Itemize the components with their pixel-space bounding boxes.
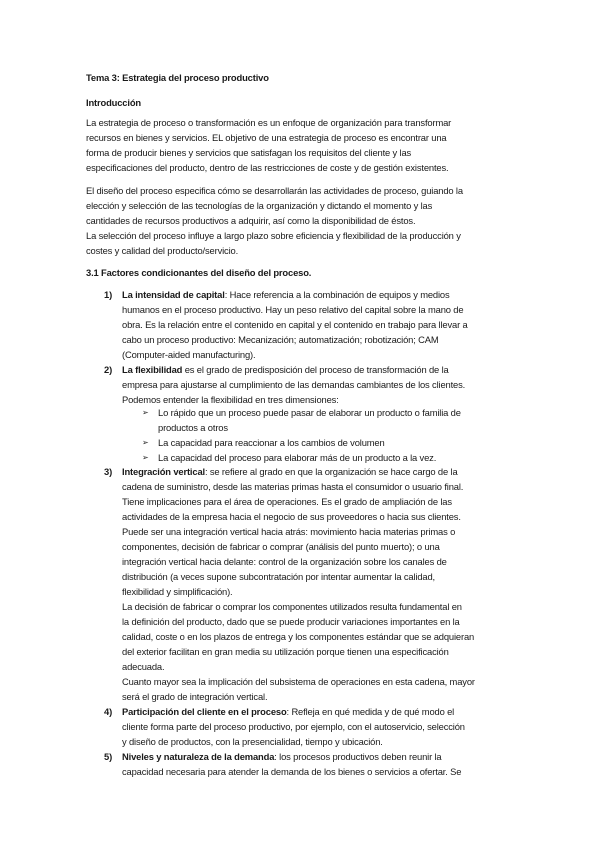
text-line: será el grado de integración vertical. bbox=[122, 691, 268, 702]
intro-heading: Introducción bbox=[86, 97, 141, 108]
section-heading: 3.1 Factores condicionantes del diseño del proceso. bbox=[86, 267, 312, 278]
text-line: empresa para ajustarse al cumplimiento de las demandas cambiantes de los clientes. bbox=[122, 379, 466, 390]
text-line bbox=[122, 289, 450, 301]
text-line: flexibilidad y simplificación). bbox=[122, 586, 233, 597]
text-line: distribución (a veces supone subcontratación por intentar aumentar la calidad, bbox=[122, 571, 435, 582]
list-number: 5) bbox=[104, 751, 113, 762]
item-text: : Hace referencia a la combinación de equipos y medios bbox=[224, 289, 450, 300]
item-term: Integración vertical bbox=[122, 466, 205, 477]
text-line: calidad, coste o en los plazos de entrega y los componentes estándar que se adquieran bbox=[122, 631, 475, 642]
text-line: costes y calidad del producto/servicio. bbox=[86, 245, 239, 256]
list-number: 1) bbox=[104, 289, 113, 300]
bullet-text: La capacidad del proceso para elaborar más de un producto a la vez. bbox=[158, 452, 437, 463]
text-line: componentes, decisión de fabricar o comprar (análisis del punto muerto); o una bbox=[122, 541, 440, 552]
text-line bbox=[122, 364, 449, 376]
text-line: forma de producir bienes y servicios que satisfagan los requisitos del cliente y las bbox=[86, 147, 412, 158]
list-number: 4) bbox=[104, 706, 113, 717]
item-term: Niveles y naturaleza de la demanda bbox=[122, 751, 275, 762]
text-line: humanos en el proceso productivo. Hay un peso relativo del capital sobre la mano de bbox=[122, 304, 464, 315]
item-text: : Refleja en qué medida y de qué modo el bbox=[286, 706, 455, 717]
list-number: 3) bbox=[104, 466, 113, 477]
text-line: del exterior facilitan en gran media su utilización porque tienen una especificación bbox=[122, 646, 449, 657]
text-line: cantidades de recursos productivos a adquirir, así como la disponibilidad de éstos. bbox=[86, 215, 416, 226]
bullet-text: La capacidad para reaccionar a los cambios de volumen bbox=[158, 437, 385, 448]
item-text: : se refiere al grado en que la organización se hace cargo de la bbox=[204, 466, 458, 477]
text-line: y diseño de productos, con la presencialidad, tiempo y ubicación. bbox=[122, 736, 383, 747]
bullet-text: Lo rápido que un proceso puede pasar de elaborar un producto o familia de bbox=[158, 407, 461, 418]
text-line: la definición del producto, dado que se puede producir variaciones importantes en la bbox=[122, 616, 460, 627]
text-line: adecuada. bbox=[122, 661, 165, 672]
text-line: Podemos entender la flexibilidad en tres dimensiones: bbox=[122, 394, 339, 405]
text-line: obra. Es la relación entre el contenido en capital y el contenido en trabajo para llevar a bbox=[122, 319, 468, 330]
text-line: capacidad necesaria para atender la demanda de los bienes o servicios a ofertar. Se bbox=[122, 766, 462, 777]
document-title: Tema 3: Estrategia del proceso productivo bbox=[86, 72, 269, 83]
item-term: Participación del cliente en el proceso bbox=[122, 706, 287, 717]
text-line: Puede ser una integración vertical hacia atrás: movimiento hacia materias primas o bbox=[122, 526, 456, 537]
arrowhead-bullet-icon: ➢ bbox=[142, 408, 149, 417]
text-line: La selección del proceso influye a largo plazo sobre eficiencia y flexibilidad de la producción y bbox=[86, 230, 461, 241]
item-term: La intensidad de capital bbox=[122, 289, 225, 300]
text-line: La estrategia de proceso o transformación es un enfoque de organización para transformar bbox=[86, 117, 452, 128]
item-text: : los procesos productivos deben reunir la bbox=[274, 751, 442, 762]
arrowhead-bullet-icon: ➢ bbox=[142, 438, 149, 447]
text-line bbox=[122, 751, 442, 763]
text-line: Cuanto mayor sea la implicación del subsistema de operaciones en esta cadena, mayor bbox=[122, 676, 475, 687]
text-line: especificaciones del producto, dentro de las restricciones de coste y de gestión existentes. bbox=[86, 162, 449, 173]
item-term: La flexibilidad bbox=[122, 364, 183, 375]
text-line: cadena de suministro, desde las materias primas hasta el consumidor o usuario final. bbox=[122, 481, 464, 492]
list-number: 2) bbox=[104, 364, 113, 375]
text-line bbox=[122, 466, 458, 478]
text-line: recursos en bienes y servicios. EL objetivo de una estrategia de proceso es encontrar una bbox=[86, 132, 447, 143]
text-line: cabo un proceso productivo: Mecanización; automatización; robotización; CAM bbox=[122, 334, 439, 345]
text-line: El diseño del proceso especifica cómo se desarrollarán las actividades de proceso, guiando la bbox=[86, 185, 463, 196]
text-line bbox=[122, 706, 454, 718]
text-line: Tiene implicaciones para el área de operaciones. Es el grado de ampliación de las bbox=[122, 496, 452, 507]
text-line: actividades de la empresa hacia el negocio de sus proveedores o hacia sus clientes. bbox=[122, 511, 461, 522]
item-text: es el grado de predisposición del proceso de transformación de la bbox=[182, 364, 449, 375]
text-line: (Computer-aided manufacturing). bbox=[122, 349, 256, 360]
text-line: elección y selección de las tecnologías de la organización y dictando el momento y las bbox=[86, 200, 433, 211]
text-line: integración vertical hacia delante: control de la organización sobre los canales de bbox=[122, 556, 447, 567]
bullet-text: productos a otros bbox=[158, 422, 228, 433]
text-line: La decisión de fabricar o comprar los componentes utilizados resulta fundamental en bbox=[122, 601, 462, 612]
arrowhead-bullet-icon: ➢ bbox=[142, 453, 149, 462]
text-line: cliente forma parte del proceso productivo, por ejemplo, con el autoservicio, selección bbox=[122, 721, 465, 732]
